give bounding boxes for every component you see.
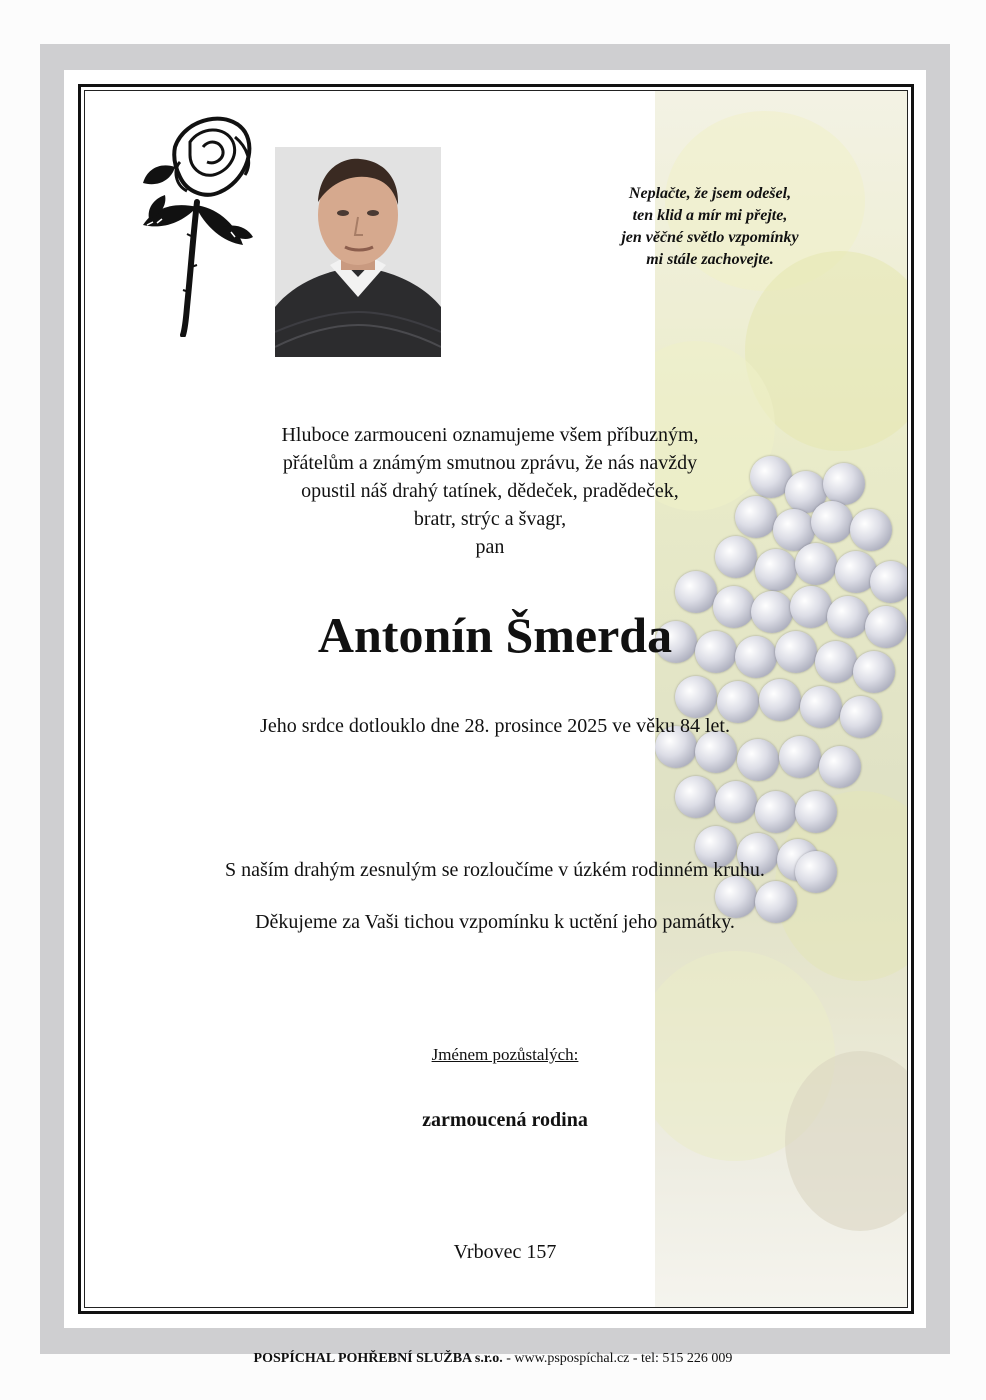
thanks-text: Děkujeme za Vaši tichou vzpomínku k uctění jeho památky. [255,911,735,933]
on-behalf-label: Jménem pozůstalých: [431,1045,579,1064]
family-signature: zarmoucená rodina [422,1109,588,1131]
announcement-text [190,421,790,561]
memorial-poem [565,183,855,271]
farewell-text: S naším drahým zesnulým se rozloučíme v úzkém rodinném kruhu. [225,859,765,881]
portrait-photo [275,147,441,357]
announcement-line: přátelům a známým smutnou zprávu, že nás navždy [282,452,698,474]
announcement-line: Hluboce zarmouceni oznamujeme všem příbuzným, [281,424,699,446]
notice-card [84,90,908,1308]
deceased-name: Antonín Šmerda [317,607,673,663]
announcement-line: pan [475,536,505,558]
poem-line: ten klid a mír mi přejte, [632,207,788,224]
poem-line: jen věčné světlo vzpomínky [621,229,799,246]
announcement-line: opustil náš drahý tatínek, dědeček, pradědeček, [301,480,679,502]
footer-company: POSPÍCHAL POHŘEBNÍ SLUŽBA s.r.o. [253,1351,503,1366]
address: Vrbovec 157 [453,1241,557,1263]
announcement-line: bratr, strýc a švagr, [413,508,567,530]
footer-contact: - www.pspospíchal.cz - tel: 515 226 009 [502,1351,733,1366]
funeral-service-footer [0,1351,986,1367]
death-notice: Jeho srdce dotlouklo dne 28. prosince 2025 ve věku 84 let. [260,715,730,737]
poem-line: mi stále zachovejte. [646,251,774,268]
rose-icon [135,107,265,337]
poem-line: Neplačte, že jsem odešel, [628,185,792,202]
